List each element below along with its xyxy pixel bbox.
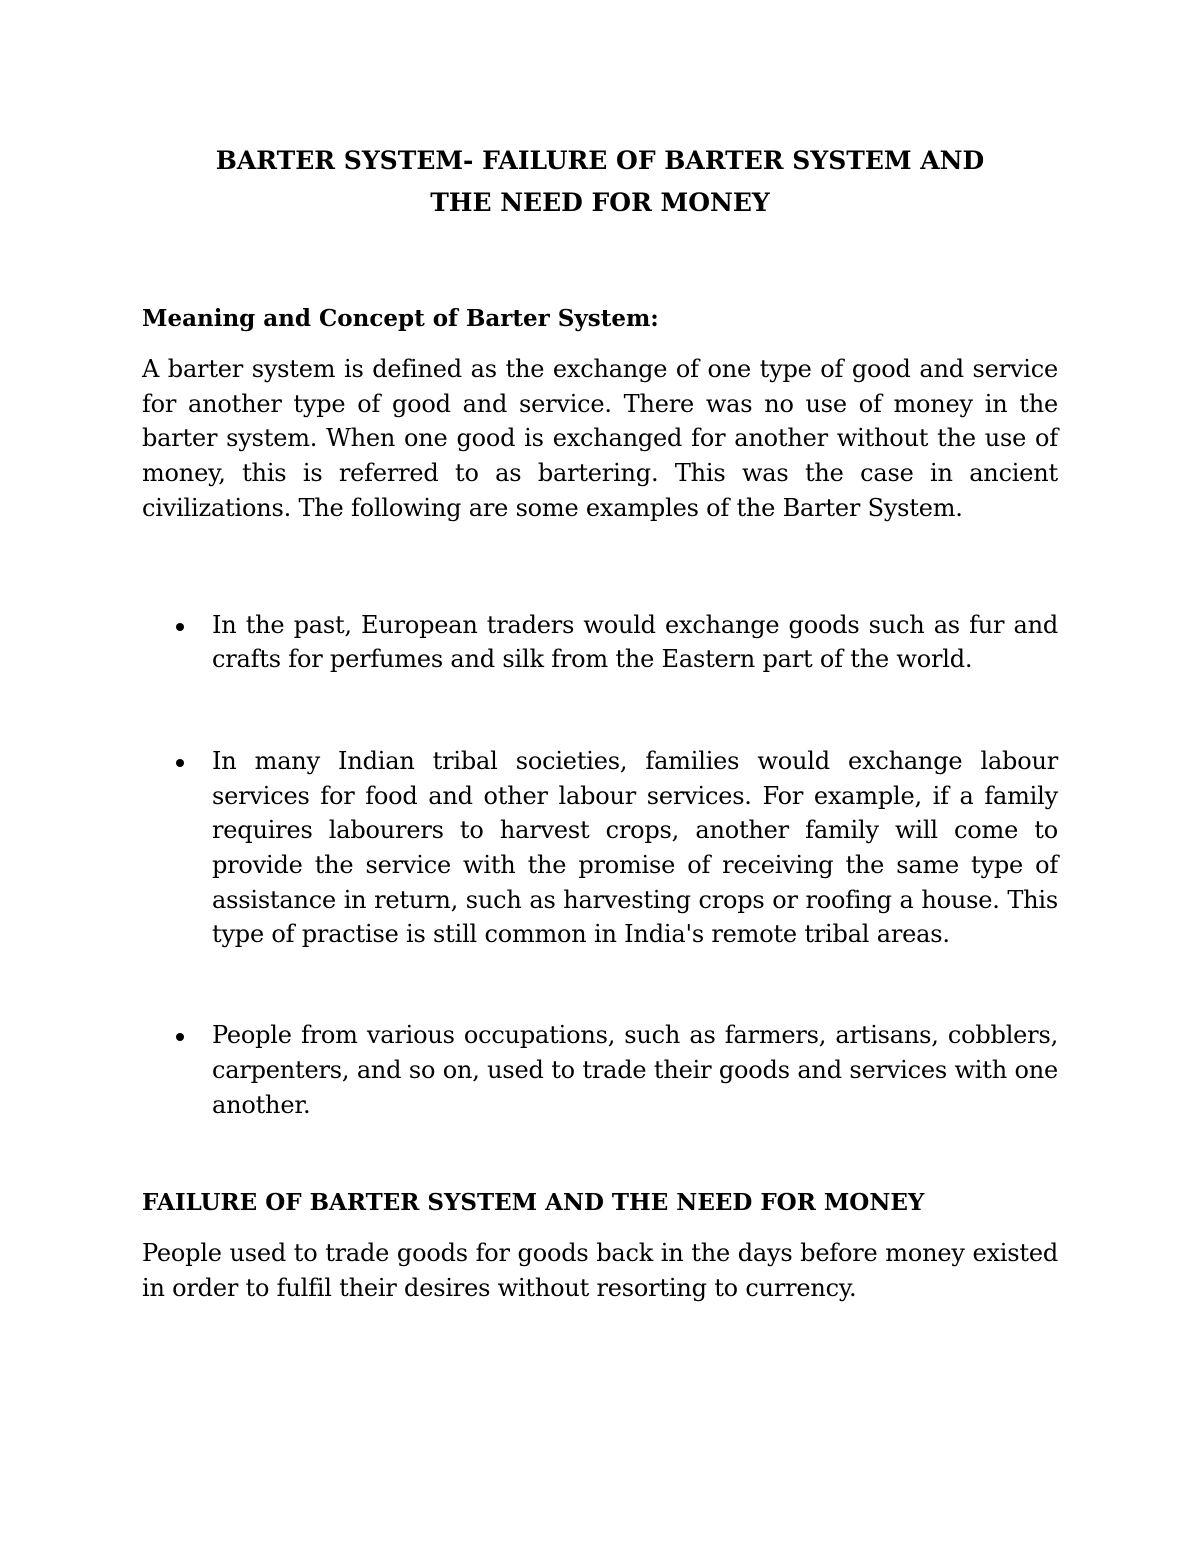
section-heading-failure: FAILURE OF BARTER SYSTEM AND THE NEED FOR MONEY <box>142 1189 925 1217</box>
section-paragraph-meaning: A barter system is defined as the exchange of one type of good and service for another type of good and service. There was no use of money in the barter system. When one good is exchanged for another without the use of money, this is referred to as bartering. This was the case in ancient civilizations. The following are some examples of the Barter System. <box>142 355 1058 522</box>
bullet-icon <box>176 623 184 631</box>
list-item <box>142 744 1058 952</box>
section-paragraph-failure: People used to trade goods for goods back in the days before money existed in order to fulfil their desires without resorting to currency. <box>142 1239 1058 1302</box>
examples-list <box>142 608 1058 1123</box>
list-item <box>142 608 1058 677</box>
title-line-2: THE NEED FOR MONEY <box>430 188 770 217</box>
document-page <box>142 140 1058 1306</box>
bullet-icon <box>176 1033 184 1041</box>
page-title <box>142 140 1058 224</box>
title-line-1: BARTER SYSTEM- FAILURE OF BARTER SYSTEM AND <box>215 146 985 175</box>
bullet-icon <box>176 759 184 767</box>
section-heading-meaning: Meaning and Concept of Barter System: <box>142 305 659 332</box>
list-item-text: In many Indian tribal societies, families would exchange labour services for food and other labour services. For example, if a family requires labourers to harvest crops, another family will come to provide the service with the promise of receiving the same type of assistance in return, such as harvesting crops or roofing a house. This type of practise is still common in India's remote tribal areas. <box>212 746 1058 949</box>
list-item-text: In the past, European traders would exchange goods such as fur and crafts for perfumes and silk from the Eastern part of the world. <box>212 610 1058 674</box>
list-item <box>142 1018 1058 1122</box>
list-item-text: People from various occupations, such as farmers, artisans, cobblers, carpenters, and so on, used to trade their goods and services with one another. <box>212 1021 1058 1119</box>
